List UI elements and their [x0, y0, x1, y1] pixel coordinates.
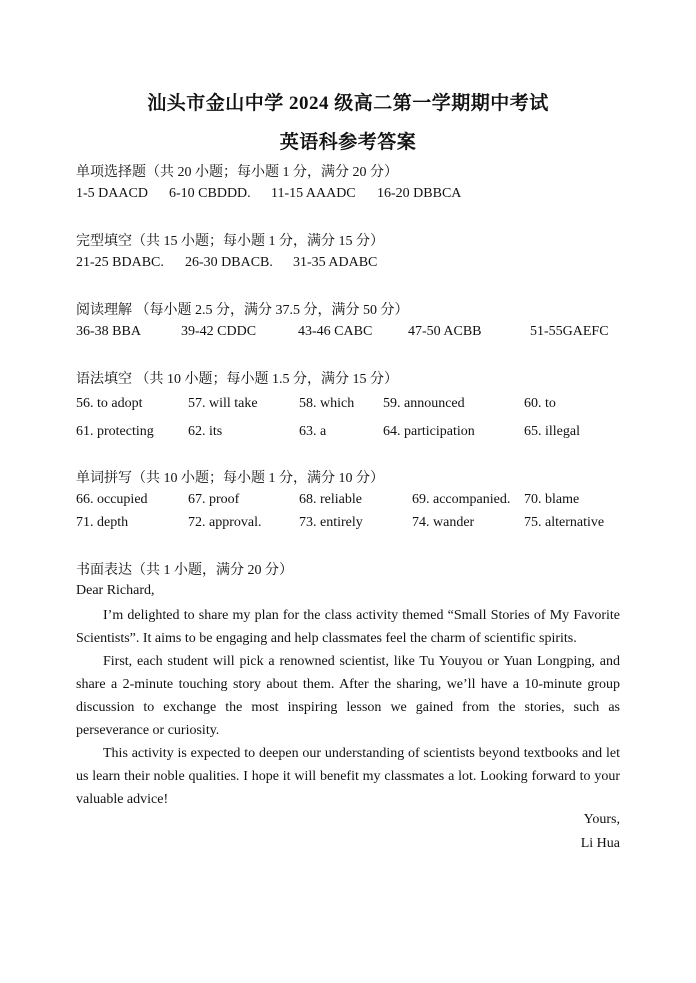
letter-paragraph: This activity is expected to deepen our understanding of scientists beyond textbooks and let us learn their noble qualities. I hope it will benefit my classmates a lot. Looking forward to your valuable advice! — [76, 746, 620, 807]
answer-group: 1-5 DAACD — [76, 186, 148, 201]
spelling-answer: 70. blame — [524, 492, 580, 507]
exam-subtitle: 英语科参考答案 — [279, 132, 417, 153]
answer-group: 43-46 CABC — [298, 324, 373, 339]
answer-group: 11-15 AAADC — [271, 186, 356, 201]
spelling-answer: 72. approval. — [188, 515, 262, 530]
reading-heading: 阅读理解 （每小题 2.5 分，满分 37.5 分，满分 50 分） — [76, 303, 409, 318]
answer-group: 36-38 BBA — [76, 324, 141, 339]
grammar-answer: 61. protecting — [76, 424, 154, 439]
grammar-heading: 语法填空 （共 10 小题；每小题 1.5 分，满分 15 分） — [76, 372, 398, 387]
grammar-answer: 63. a — [299, 424, 327, 439]
spelling-answer: 67. proof — [188, 492, 240, 507]
spelling-answer: 71. depth — [76, 515, 129, 530]
spelling-heading: 单词拼写（共 10 小题；每小题 1 分，满分 10 分） — [76, 471, 384, 486]
grammar-answer: 57. will take — [188, 396, 258, 411]
answer-group: 31-35 ADABC — [293, 255, 378, 270]
spelling-answer: 69. accompanied. — [412, 492, 511, 507]
spelling-answer: 66. occupied — [76, 492, 148, 507]
answer-group: 26-30 DBACB. — [185, 255, 273, 270]
answer-group: 39-42 CDDC — [181, 324, 257, 339]
answer-group: 6-10 CBDDD. — [169, 186, 251, 201]
grammar-answer: 64. participation — [383, 424, 475, 439]
letter-signature: Li Hua — [580, 836, 620, 851]
grammar-answer: 58. which — [299, 396, 355, 411]
answer-group: 47-50 ACBB — [408, 324, 482, 339]
grammar-answer: 59. announced — [383, 396, 465, 411]
answer-group: 16-20 DBBCA — [377, 186, 462, 201]
cloze-heading: 完型填空（共 15 小题；每小题 1 分，满分 15 分） — [76, 234, 384, 249]
writing-heading: 书面表达（共 1 小题，满分 20 分） — [76, 563, 293, 578]
letter-paragraph: I’m delighted to share my plan for the class activity themed “Small Stories of My Favorite Scientists”. It aims to be engaging and help classmates feel the charm of scientific spirits. — [76, 608, 620, 646]
letter-salutation: Dear Richard, — [76, 583, 155, 598]
exam-title: 汕头市金山中学 2024 级高二第一学期期中考试 — [147, 93, 549, 114]
grammar-answer: 65. illegal — [524, 424, 580, 439]
spelling-answer: 75. alternative — [524, 515, 605, 530]
letter-paragraph: First, each student will pick a renowned scientist, like Tu Youyou or Yuan Longping, and share a 2-minute touching story about them. After the sharing, we’ll have a 10-minute group discussion to exchange the most inspiring lesson we gained from the stories, such as perseverance or curiosity. — [76, 654, 620, 738]
spelling-answer: 68. reliable — [299, 492, 362, 507]
answer-group: 51-55GAEFC — [530, 324, 609, 339]
grammar-answer: 60. to — [524, 396, 556, 411]
grammar-answer: 56. to adopt — [76, 396, 143, 411]
answer-group: 21-25 BDABC. — [76, 255, 164, 270]
single-choice-heading: 单项选择题（共 20 小题；每小题 1 分，满分 20 分） — [76, 165, 398, 180]
spelling-answer: 74. wander — [412, 515, 475, 530]
grammar-answer: 62. its — [188, 424, 223, 439]
spelling-answer: 73. entirely — [299, 515, 363, 530]
letter-closing: Yours, — [583, 812, 620, 827]
